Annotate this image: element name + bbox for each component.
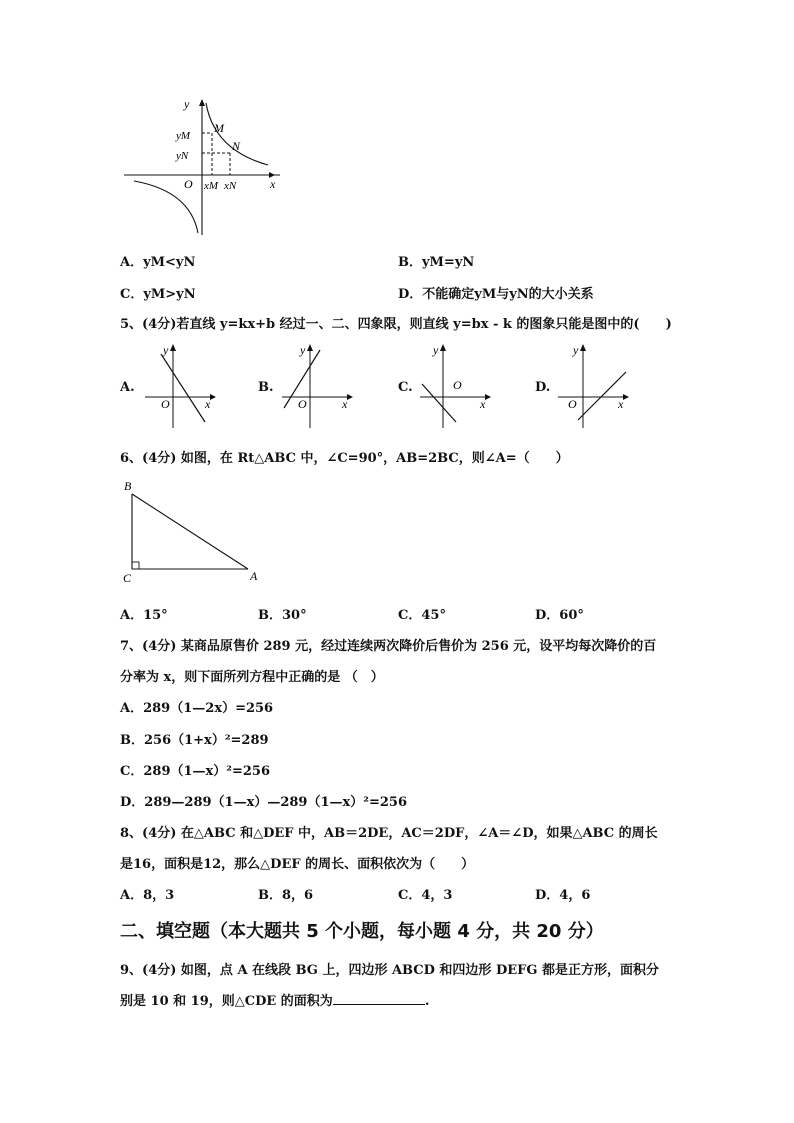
q9-stem-line1: 9、(4分) 如图，点 A 在线段 BG 上，四边形 ABCD 和四边形 DEFG 都是正方形，面积分 <box>120 963 659 978</box>
section-2-heading: 二、填空题（本大题共 5 个小题，每小题 4 分，共 20 分） <box>120 921 604 942</box>
q5-graph-a[interactable] <box>143 342 218 430</box>
q7-option-b[interactable]: B．256（1+x）²=289 <box>120 733 269 748</box>
q5-option-d-label[interactable]: D. <box>535 380 551 395</box>
q7-option-a[interactable]: A．289（1—2x）=256 <box>120 701 274 716</box>
q9-answer-blank[interactable] <box>333 992 425 1005</box>
q6-option-c[interactable]: C．45° <box>398 608 446 623</box>
q8-option-a[interactable]: A．8，3 <box>120 888 175 903</box>
q4-option-c[interactable]: C．yM>yN <box>120 287 196 302</box>
q7-stem-line1: 7、(4分) 某商品原售价 289 元，经过连续两次降价后售价为 256 元，设平均每次降价的百 <box>120 639 657 654</box>
q6-option-b[interactable]: B．30° <box>258 608 307 623</box>
q7-stem-line2: 分率为 x，则下面所列方程中正确的是 （ ） <box>120 670 384 685</box>
q6-triangle-figure <box>118 476 268 586</box>
svg-text:x: x <box>618 397 624 411</box>
label-origin: O <box>184 177 193 191</box>
svg-text:y: y <box>433 343 439 357</box>
q8-option-c[interactable]: C．4，3 <box>398 888 453 903</box>
q5-graph-b[interactable] <box>280 342 355 430</box>
q4-option-b[interactable]: B．yM=yN <box>398 255 475 270</box>
svg-text:x: x <box>205 397 211 411</box>
q7-option-d[interactable]: D．289—289（1—x）—289（1—x）²=256 <box>120 795 407 810</box>
label-N: N <box>232 139 241 153</box>
svg-text:O: O <box>161 397 170 411</box>
q7-option-c[interactable]: C．289（1—x）²=256 <box>120 764 271 779</box>
q4-option-d[interactable]: D．不能确定yM与yN的大小关系 <box>398 287 594 302</box>
label-y: y <box>184 97 190 111</box>
q9-stem-text: 别是 10 和 19，则△CDE 的面积为 <box>120 994 333 1009</box>
q5-stem: 5、(4分)若直线 y=kx+b 经过一、二、四象限，则直线 y=bx - k 的图象只能是图中的( ) <box>120 317 672 332</box>
svg-text:O: O <box>298 397 307 411</box>
q8-stem-line1: 8、(4分) 在△ABC 和△DEF 中，AB＝2DE，AC＝2DF，∠A＝∠D，如果△ABC 的周长 <box>120 826 658 841</box>
q5-graph-d[interactable] <box>556 342 631 430</box>
q9-stem-line2 <box>120 990 429 1009</box>
q8-option-b[interactable]: B．8，6 <box>258 888 314 903</box>
q6-option-d[interactable]: D．60° <box>535 608 584 623</box>
q5-graph-c[interactable] <box>418 342 493 430</box>
svg-text:x: x <box>480 397 486 411</box>
vertex-C: C <box>123 571 132 585</box>
q5-option-c-label[interactable]: C. <box>398 380 413 395</box>
vertex-B: B <box>124 479 132 493</box>
q6-stem: 6、(4分) 如图，在 Rt△ABC 中，∠C=90°，AB=2BC，则∠A=（ ） <box>120 451 569 466</box>
svg-text:O: O <box>453 378 462 392</box>
label-xN: xN <box>224 180 237 192</box>
label-x: x <box>270 177 276 191</box>
q4-option-a[interactable]: A．yM<yN <box>120 255 196 270</box>
svg-text:x: x <box>342 397 348 411</box>
svg-text:y: y <box>300 343 306 357</box>
vertex-A: A <box>250 569 258 583</box>
svg-text:y: y <box>163 343 169 357</box>
q6-option-a[interactable]: A．15° <box>120 608 168 623</box>
label-xM: xM <box>204 180 219 192</box>
svg-text:y: y <box>573 343 579 357</box>
label-M: M <box>214 121 224 135</box>
q8-stem-line2: 是16，面积是12，那么△DEF 的周长、面积依次为（ ） <box>120 857 475 872</box>
q4-graph-figure <box>120 95 285 240</box>
q9-stem-end: . <box>424 994 430 1009</box>
svg-text:O: O <box>568 397 577 411</box>
label-yN: yN <box>176 150 189 162</box>
q5-option-b-label[interactable]: B. <box>258 380 274 395</box>
label-yM: yM <box>176 130 191 142</box>
q5-option-a-label[interactable]: A. <box>120 380 135 395</box>
q8-option-d[interactable]: D．4，6 <box>535 888 591 903</box>
